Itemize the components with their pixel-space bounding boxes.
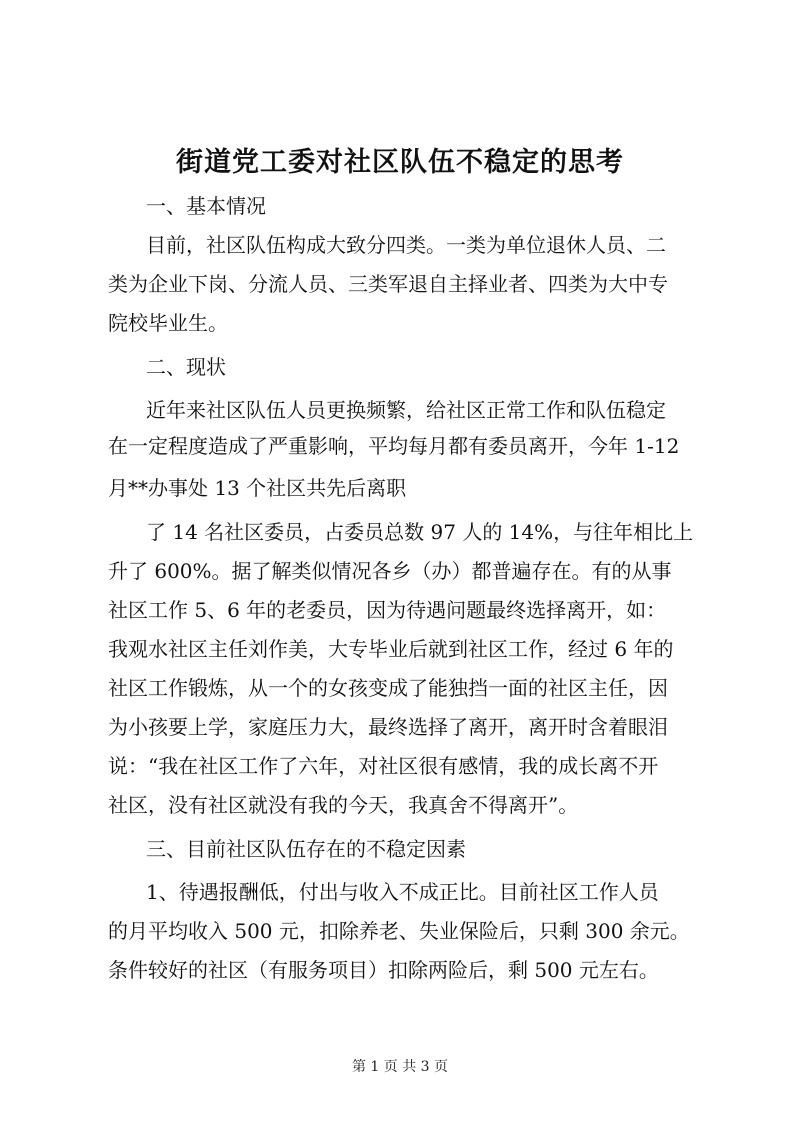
paragraph-line: 社区工作锻炼，从一个的女孩变成了能独挡一面的社区主任，因 — [108, 676, 668, 700]
paragraph-line: 条件较好的社区（有服务项目）扣除两险后，剩 500 元左右。 — [108, 958, 659, 982]
paragraph-line: 月**办事处 13 个社区共先后离职 — [108, 476, 407, 500]
paragraph-line: 说：“我在社区工作了六年，对社区很有感情，我的成长离不开 — [108, 754, 659, 778]
paragraph-line: 我观水社区主任刘作美，大专毕业后就到社区工作，经过 6 年的 — [108, 637, 674, 661]
document-title: 街道党工委对社区队伍不稳定的思考 — [176, 147, 624, 178]
heading-current-status: 二、现状 — [146, 355, 226, 379]
paragraph-line: 了 14 名社区委员，占委员总数 97 人的 14%，与往年相比上 — [146, 520, 694, 544]
paragraph-line: 近年来社区队伍人员更换频繁，给社区正常工作和队伍稳定 — [146, 398, 666, 422]
paragraph-line: 为小孩要上学，家庭压力大，最终选择了离开，离开时含着眼泪 — [108, 715, 668, 739]
heading-basic-situation: 一、基本情况 — [146, 194, 266, 218]
paragraph-line: 社区，没有社区就没有我的今天，我真舍不得离开”。 — [108, 793, 579, 817]
paragraph-line: 目前，社区队伍构成大致分四类。一类为单位退休人员、二 — [146, 233, 666, 257]
paragraph-line: 升了 600%。据了解类似情况各乡（办）都普遍存在。有的从事 — [108, 559, 672, 583]
page-footer: 第 1 页 共 3 页 — [351, 1059, 449, 1075]
paragraph-line: 社区工作 5、6 年的老委员，因为待遇问题最终选择离开，如： — [108, 598, 667, 622]
paragraph-line: 在一定程度造成了严重影响，平均每月都有委员离开，今年 1-12 — [108, 434, 680, 458]
paragraph-line: 类为企业下岗、分流人员、三类军退自主择业者、四类为大中专 — [108, 272, 668, 296]
paragraph-line: 1、待遇报酬低，付出与收入不成正比。目前社区工作人员 — [146, 880, 659, 904]
heading-instability-factors: 三、目前社区队伍存在的不稳定因素 — [146, 837, 466, 861]
paragraph-line: 院校毕业生。 — [108, 311, 228, 335]
paragraph-line: 的月平均收入 500 元，扣除养老、失业保险后，只剩 300 余元。 — [108, 919, 690, 943]
